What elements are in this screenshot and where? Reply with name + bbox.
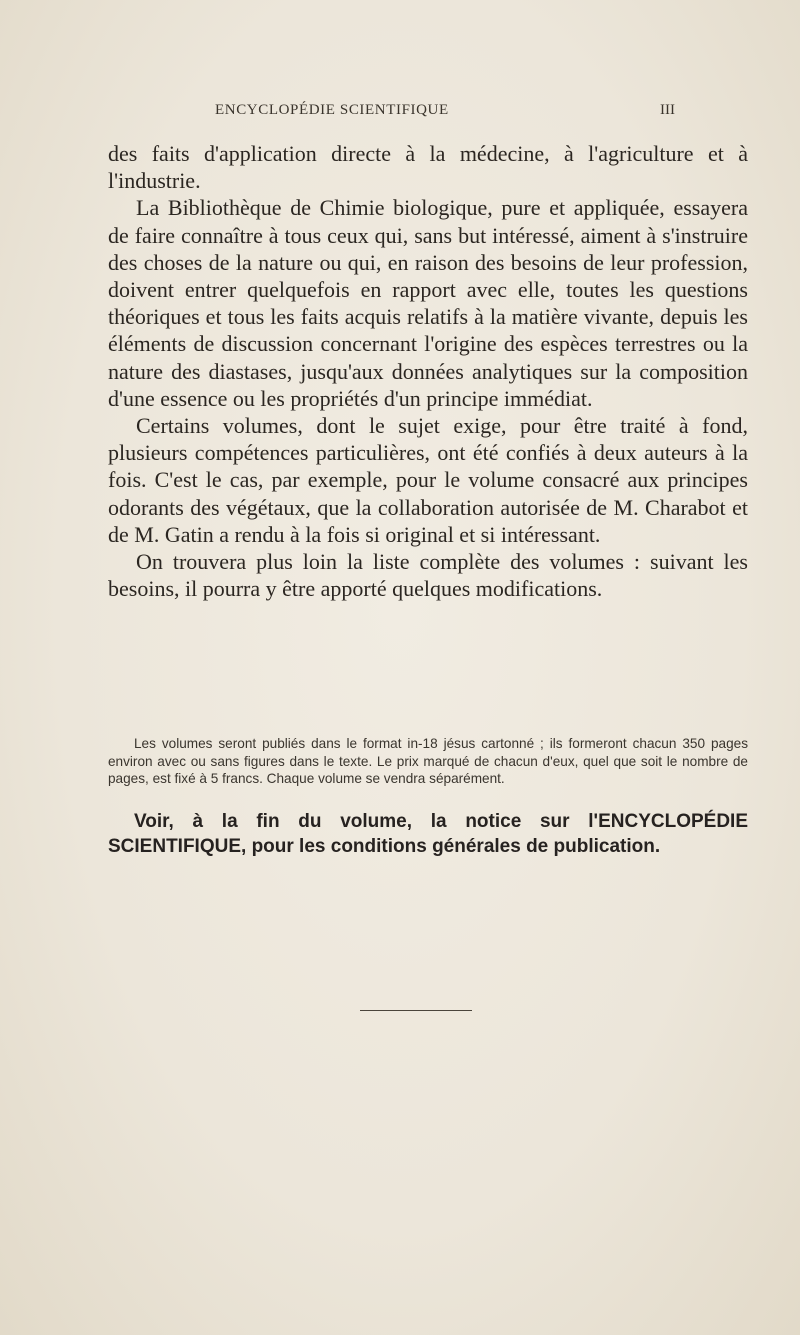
body-text	[108, 140, 748, 602]
page-number: III	[660, 102, 675, 118]
note-text: Les volumes seront publiés dans le format in-18 jésus cartonné ; ils formeront chacun 350 pages environ avec ou sans figures dans le texte. Le prix marqué de chacun d'eux, quel que soit le nombre de pages, est fixé à 5 francs. Chaque volume se vendra séparément.	[108, 736, 748, 786]
header-title: ENCYCLOPÉDIE SCIENTIFIQUE	[215, 102, 449, 118]
paragraph: Certains volumes, dont le sujet exige, pour être traité à fond, plusieurs compétences particulières, ont été confiés à deux auteurs à la fois. C'est le cas, par exemple, pour le volume consacré aux principes odorants des végétaux, que la collaboration autorisée de M. Charabot et de M. Gatin a rendu à la fois si original et si intéressant.	[108, 413, 748, 547]
paragraph: des faits d'application directe à la médecine, à l'agriculture et à l'industrie.	[108, 141, 748, 194]
running-header	[100, 102, 800, 126]
notice-text: Voir, à la fin du volume, la notice sur l'ENCYCLOPÉDIE SCIENTIFIQUE, pour les conditions générales de publication.	[108, 811, 748, 857]
notice-paragraph	[108, 810, 748, 859]
paragraph: On trouvera plus loin la liste complète des volumes : suivant les besoins, il pourra y être apporté quelques modifications.	[108, 549, 748, 602]
paragraph: La Bibliothèque de Chimie biologique, pure et appliquée, essayera de faire connaître à tous ceux qui, sans but intéressé, aiment à s'instruire des choses de la nature ou qui, en raison des besoins de leur profession, doivent entrer quelquefois en rapport avec elle, toutes les questions théoriques et tous les faits acquis relatifs à la matière vivante, depuis les éléments de discussion concernant l'origine des espèces terrestres ou la nature des diastases, jusqu'aux données analytiques sur la composition d'une essence ou les propriétés d'un principe immédiat.	[108, 195, 748, 411]
publication-note	[108, 735, 748, 788]
closing-rule	[360, 1010, 472, 1011]
